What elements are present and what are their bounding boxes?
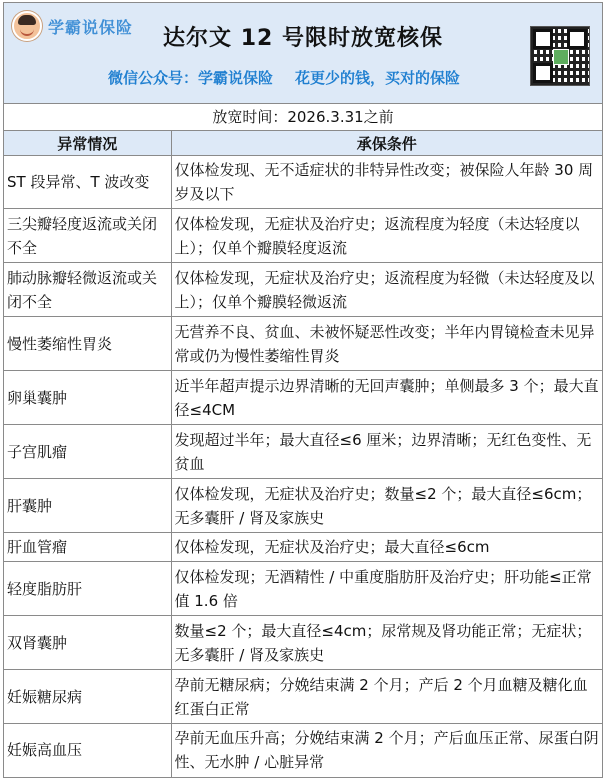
terms-cell: 仅体检发现、无不适症状的非特异性改变；被保险人年龄 30 周岁及以下 bbox=[171, 156, 602, 209]
terms-cell: 仅体检发现；无酒精性 / 中重度脂肪肝及治疗史；肝功能≤正常值 1.6 倍 bbox=[171, 562, 602, 616]
terms-cell: 近半年超声提示边界清晰的无回声囊肿；单侧最多 3 个；最大直径≤4CM bbox=[171, 371, 602, 425]
header-terms: 承保条件 bbox=[171, 131, 602, 156]
header-condition: 异常情况 bbox=[4, 131, 171, 156]
table-row bbox=[4, 317, 602, 371]
terms-cell: 孕前无糖尿病；分娩结束满 2 个月；产后 2 个月血糖及糖化血红蛋白正常 bbox=[171, 670, 602, 724]
table-row bbox=[4, 724, 602, 777]
condition-cell: 肝血管瘤 bbox=[4, 533, 171, 562]
condition-cell: 卵巢囊肿 bbox=[4, 371, 171, 425]
conditions-table bbox=[4, 131, 602, 777]
condition-cell: 轻度脂肪肝 bbox=[4, 562, 171, 616]
condition-cell: 三尖瓣轻度返流或关闭不全 bbox=[4, 209, 171, 263]
terms-cell: 无营养不良、贫血、未被怀疑恶性改变；半年内胃镜检查未见异常或仍为慢性萎缩性胃炎 bbox=[171, 317, 602, 371]
table-row bbox=[4, 562, 602, 616]
condition-cell: 肝囊肿 bbox=[4, 479, 171, 533]
subtitle-account: 微信公众号：学霸说保险 bbox=[108, 69, 274, 87]
table-row bbox=[4, 425, 602, 479]
terms-cell: 数量≤2 个；最大直径≤4cm；尿常规及肾功能正常；无症状；无多囊肝 / 肾及家族史 bbox=[171, 616, 602, 670]
table-row bbox=[4, 616, 602, 670]
condition-cell: 子宫肌瘤 bbox=[4, 425, 171, 479]
header bbox=[4, 3, 602, 104]
table-row bbox=[4, 209, 602, 263]
qr-center-avatar bbox=[553, 49, 569, 65]
qr-corner bbox=[533, 63, 553, 83]
condition-cell: 双肾囊肿 bbox=[4, 616, 171, 670]
qr-code-icon bbox=[530, 26, 590, 86]
table-row bbox=[4, 263, 602, 317]
terms-cell: 仅体检发现，无症状及治疗史；最大直径≤6cm bbox=[171, 533, 602, 562]
table-row bbox=[4, 479, 602, 533]
table-row bbox=[4, 533, 602, 562]
condition-cell: 肺动脉瓣轻微返流或关闭不全 bbox=[4, 263, 171, 317]
table-row bbox=[4, 670, 602, 724]
logo-text: 学霸说保险 bbox=[48, 17, 134, 37]
terms-cell: 仅体检发现，无症状及治疗史；返流程度为轻度（未达轻度以上）；仅单个瓣膜轻度返流 bbox=[171, 209, 602, 263]
condition-cell: 妊娠高血压 bbox=[4, 724, 171, 777]
insurance-table-card bbox=[3, 2, 603, 778]
page-title: 达尔文 12 号限时放宽核保 bbox=[163, 26, 443, 51]
terms-cell: 孕前无血压升高；分娩结束满 2 个月；产后血压正常、尿蛋白阴性、无水肿 / 心脏异常 bbox=[174, 729, 599, 772]
terms-cell: 仅体检发现，无症状及治疗史；数量≤2 个；最大直径≤6cm；无多囊肝 / 肾及家族史 bbox=[171, 479, 602, 533]
terms-cell: 仅体检发现，无症状及治疗史；返流程度为轻微（未达轻度及以上）；仅单个瓣膜轻微返流 bbox=[171, 263, 602, 317]
subtitle bbox=[108, 67, 482, 88]
terms-cell: 发现超过半年；最大直径≤6 厘米；边界清晰；无红色变性、无贫血 bbox=[171, 425, 602, 479]
subtitle-slogan: 花更少的钱，买对的保险 bbox=[295, 69, 461, 87]
condition-cell: ST 段异常、T 波改变 bbox=[4, 156, 171, 209]
table-header-row bbox=[4, 131, 602, 156]
period-banner: 放宽时间：2026.3.31之前 bbox=[4, 104, 602, 131]
table-row bbox=[4, 371, 602, 425]
condition-cell: 妊娠糖尿病 bbox=[4, 670, 171, 724]
condition-cell: 慢性萎缩性胃炎 bbox=[4, 317, 171, 371]
table-row bbox=[4, 156, 602, 209]
